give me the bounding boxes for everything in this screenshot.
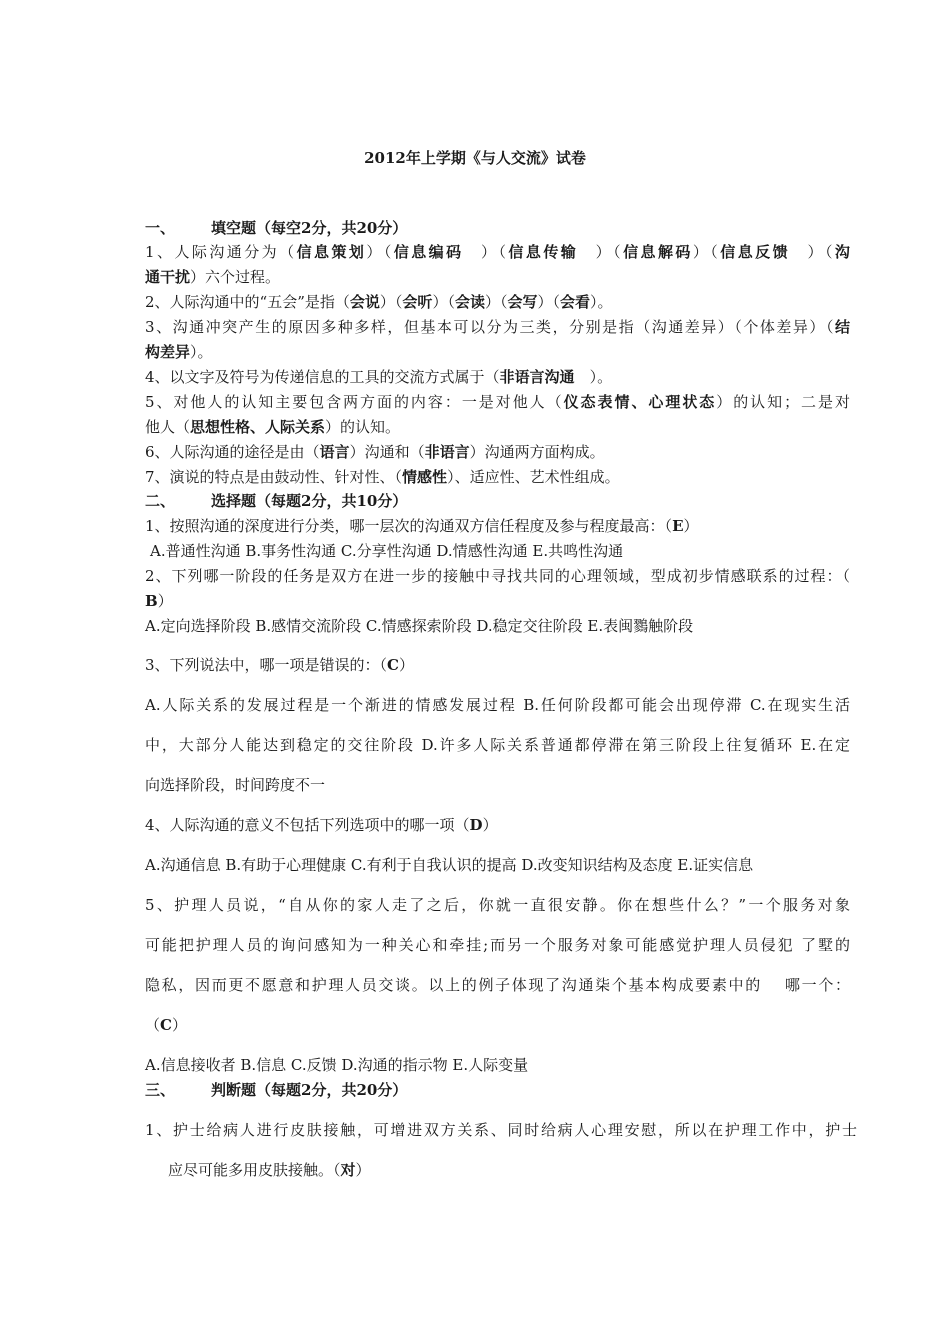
answer: 会写: [507, 293, 538, 311]
answer: 语言: [319, 443, 350, 461]
answer: 信息反馈: [720, 243, 791, 261]
choice-q5-line1: 5、护理人员说，“自从你的家人走了之后，你就一直很安静。你在想些什么？”一个服务对象: [145, 896, 850, 914]
answer: 非语言: [424, 443, 470, 461]
section-title: 填空题（每空2分，共20分）: [211, 219, 408, 237]
answer: 信息策划: [296, 243, 367, 261]
answer: 信息编码: [393, 243, 464, 261]
section-number: 二、: [145, 492, 176, 510]
choice-q5-answer-line: （C）: [145, 1016, 187, 1034]
choice-q1-options: A.普通性沟通 B.事务性沟通 C.分享性沟通 D.情感性沟通 E.共鸣性沟通: [150, 542, 624, 560]
answer: 会说: [349, 293, 380, 311]
answer: 对: [340, 1161, 356, 1179]
answer: 结: [834, 318, 850, 336]
choice-q3-stem: 3、下列说法中，哪一项是错误的：（C）: [145, 656, 415, 674]
answer: 会看: [560, 293, 591, 311]
choice-q3-options-line1: A.人际关系的发展过程是一个渐进的情感发展过程 B.任何阶段都可能会出现停滞 C.在现实生活: [145, 696, 850, 714]
fill-q4: 4、以文字及符号为传递信息的工具的交流方式属于（非语言沟通 ）。: [145, 368, 613, 386]
section-title: 判断题（每题2分，共20分）: [211, 1081, 408, 1099]
fill-q5-line2: 他人（思想性格、人际关系）的认知。: [145, 418, 401, 436]
answer: 信息传输: [508, 243, 579, 261]
answer: C: [160, 1016, 172, 1034]
answer: 思想性格、人际关系: [190, 418, 326, 436]
answer: 仪态表情、心理状态: [563, 393, 717, 411]
judge-q1-line2: 应尽可能多用皮肤接触。（对）: [168, 1161, 371, 1179]
section-number: 三、: [145, 1081, 176, 1099]
answer: 通干扰: [145, 268, 191, 286]
answer: C: [387, 656, 399, 674]
choice-q1-stem: 1、按照沟通的深度进行分类，哪一层次的沟通双方信任程度及参与程度最高：（E）: [145, 517, 699, 535]
choice-q2-options: A.定向选择阶段 B.感情交流阶段 C.情感探索阶段 D.稳定交往阶段 E.表闽鷚触阶段: [145, 617, 694, 635]
answer: 会听: [402, 293, 433, 311]
fill-q7: 7、演说的特点是由鼓动性、针对性、（情感性）、适应性、艺术性组成。: [145, 468, 620, 486]
section-title: 选择题（每题2分，共10分）: [211, 492, 408, 510]
section-1-heading: [145, 218, 850, 238]
answer: D: [469, 816, 483, 834]
choice-q5-line3: 隐私，因而更不愿意和护理人员交谈。以上的例子体现了沟通柒个基本构成要素中的 哪一个：: [145, 976, 850, 994]
answer: 信息解码: [623, 243, 693, 261]
answer: 会读: [454, 293, 485, 311]
answer: 构差异: [145, 343, 191, 361]
choice-q5-options: A.信息接收者 B.信息 C.反馈 D.沟通的指示物 E.人际变量: [145, 1056, 529, 1074]
fill-q2: 2、人际沟通中的“五会”是指（会说）（会听）（会读）（会写）（会看）。: [145, 293, 613, 311]
choice-q3-options-line3: 向选择阶段，时间跨度不一: [145, 776, 326, 794]
answer: 沟: [834, 243, 850, 261]
fill-q3-line2: 构差异）。: [145, 343, 213, 361]
page-title: 2012年上学期《与人交流》试卷: [364, 149, 586, 167]
choice-q3-options-line2: 中，大部分人能达到稳定的交往阶段 D.许多人际关系普通都停滞在第三阶段上往复循环 E.在定: [145, 736, 850, 754]
fill-q1-line1: 1、人际沟通分为（信息策划）（信息编码 ）（信息传输 ）（信息解码）（信息反馈 ）（沟: [145, 243, 850, 261]
choice-q4-options: A.沟通信息 B.有助于心理健康 C.有利于自我认识的提高 D.改变知识结构及态度 E.证实信息: [145, 856, 754, 874]
fill-q5-line1: 5、对他人的认知主要包含两方面的内容：一是对他人（仪态表情、心理状态）的认知；二是对: [145, 393, 850, 411]
judge-q1-line1: 1、护士给病人进行皮肤接触，可增进双方关系、同时给病人心理安慰，所以在护理工作中，护士: [145, 1121, 857, 1139]
choice-q4-stem: 4、人际沟通的意义不包括下列选项中的哪一项（D）: [145, 816, 498, 834]
fill-q6: 6、人际沟通的途径是由（语言）沟通和（非语言）沟通两方面构成。: [145, 443, 605, 461]
answer: 情感性: [402, 468, 448, 486]
section-number: 一、: [145, 219, 176, 237]
choice-q2-stem-line1: 2、下列哪一阶段的任务是双方在进一步的接触中寻找共同的心理领域，型成初步情感联系的过程：（: [145, 567, 850, 585]
answer: E: [672, 517, 684, 535]
fill-q1-line2: 通干扰）六个过程。: [145, 268, 281, 286]
answer: 非语言沟通: [499, 368, 575, 386]
choice-q2-stem-line2: B）: [145, 592, 173, 610]
answer: B: [145, 592, 158, 610]
choice-q5-line2: 可能把护理人员的询问感知为一种关心和牵挂;而另一个服务对象可能感觉护理人员侵犯 了墅的: [145, 936, 850, 954]
section-2-heading: [145, 491, 850, 511]
section-3-heading: [145, 1080, 850, 1100]
fill-q3-line1: 3、沟通冲突产生的原因多种多样，但基本可以分为三类，分别是指（沟通差异）（个体差异）（结: [145, 318, 850, 336]
